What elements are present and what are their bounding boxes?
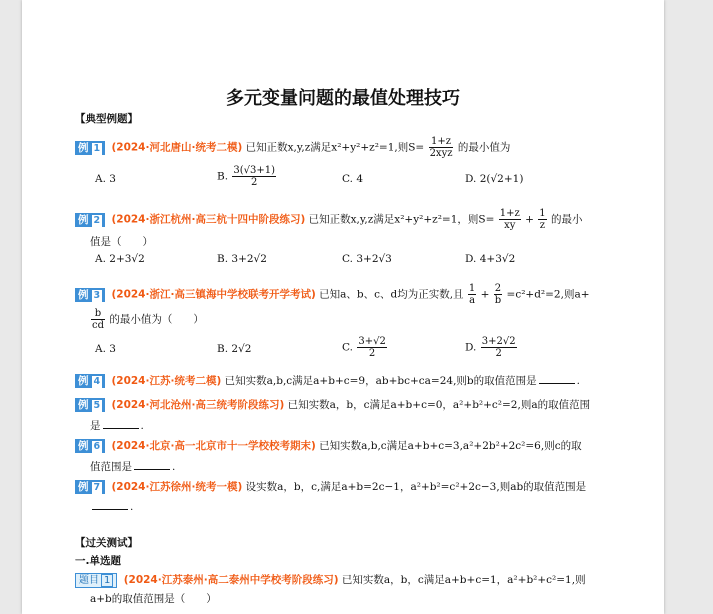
option-b: B. 3+2√2 bbox=[217, 253, 267, 265]
example-1 bbox=[75, 136, 510, 159]
example-tag: 例 6 bbox=[75, 439, 105, 453]
option-a: A. 3 bbox=[95, 173, 116, 185]
example-tag: 例 7 bbox=[75, 480, 105, 494]
example-4: 例 4 (2024·江苏·统考二模) 已知实数a,b,c满足a+b+c=9，ab+bc+ca=24,则b的取值范围是 . bbox=[75, 374, 580, 388]
answer-blank bbox=[103, 428, 139, 429]
test-question-1-continued: a+b的取值范围是（ ） bbox=[90, 593, 217, 605]
example-2-continued: 值是（ ） bbox=[90, 236, 153, 248]
fraction: $\frac{1+z}{\text{2xyz}}$ bbox=[429, 136, 453, 159]
document-page bbox=[22, 0, 664, 614]
section-examples-heading: 【典型例题】 bbox=[75, 113, 138, 125]
example-tag: 例 3 bbox=[75, 288, 105, 302]
subsection-single-choice: 一.单选题 bbox=[75, 555, 121, 567]
answer-blank bbox=[539, 383, 575, 384]
example-6-continued: 值范围是 . bbox=[90, 461, 176, 473]
example-3: 例 3 (2024·浙江·高三镇海中学校联考开学考试) 已知a、b、c、d均为正实数,且 $\frac{1}{a}$ + $\frac{2}{b}$ =c²+d²=2,则a+ bbox=[75, 283, 590, 306]
example-3-continued: $\frac{b}{cd}$ 的最小值为（ ） bbox=[92, 308, 204, 331]
option-b: B. $\frac{3(√3+1)}{2}$ bbox=[217, 165, 276, 188]
example-5-continued: 是 . bbox=[90, 420, 144, 432]
option-d: D. 2(√2+1) bbox=[465, 173, 524, 185]
example-text-end: 的最小值为 bbox=[457, 141, 511, 154]
example-source: (2024·浙江杭州·高三杭十四中阶段练习) bbox=[111, 213, 306, 226]
answer-blank bbox=[92, 509, 128, 510]
example-7-continued: . bbox=[90, 501, 133, 513]
option-d: D. 4+3√2 bbox=[465, 253, 516, 265]
example-5: 例 5 (2024·河北沧州·高三统考阶段练习) 已知实数a，b，c满足a+b+c=0，a²+b²+c²=2,则a的取值范围 bbox=[75, 398, 590, 412]
section-test-heading: 【过关测试】 bbox=[75, 537, 138, 549]
option-d: D. $\frac{3+2√2}{2}$ bbox=[465, 336, 516, 359]
example-text: 已知正数x,y,z满足x²+y²+z²=1，则S= bbox=[308, 213, 495, 226]
answer-blank bbox=[134, 469, 170, 470]
example-source: (2024·河北唐山·统考二模) bbox=[111, 141, 243, 154]
example-2: 例 2 (2024·浙江杭州·高三杭十四中阶段练习) 已知正数x,y,z满足x²+y²+z²=1，则S= $\frac{1+z}{xy}$ + $\frac{1}{z}$ 的最小 bbox=[75, 208, 582, 231]
example-7: 例 7 (2024·江苏徐州·统考一模) 设实数a，b，c,满足a+b=2c−1，a²+b²=c²+2c−3,则ab的取值范围是 bbox=[75, 480, 586, 494]
test-question-1: 题目 1 (2024·江苏泰州·高二泰州中学校考阶段练习) 已知实数a，b，c满足a+b+c=1，a²+b²+c²=1,则 bbox=[75, 573, 586, 588]
option-a: A. 2+3√2 bbox=[95, 253, 145, 265]
example-tag: 例 5 bbox=[75, 398, 105, 412]
option-c: C. $\frac{3+√2}{2}$ bbox=[342, 336, 386, 359]
option-c: C. 3+2√3 bbox=[342, 253, 392, 265]
question-tag: 题目 1 bbox=[75, 573, 117, 588]
page-title: 多元变量问题的最值处理技巧 bbox=[226, 88, 460, 109]
option-b: B. 2√2 bbox=[217, 343, 252, 355]
example-text: 已知a、b、c、d均为正实数,且 bbox=[319, 288, 464, 301]
example-source: (2024·浙江·高三镇海中学校联考开学考试) bbox=[111, 288, 316, 301]
option-a: A. 3 bbox=[95, 343, 116, 355]
option-c: C. 4 bbox=[342, 173, 364, 185]
example-tag: 例 2 bbox=[75, 213, 105, 227]
example-tag: 例 4 bbox=[75, 374, 105, 388]
example-6: 例 6 (2024·北京·高一北京市十一学校校考期末) 已知实数a,b,c满足a+b+c=3,a²+2b²+2c²=6,则c的取 bbox=[75, 439, 582, 453]
example-text: 已知正数x,y,z满足x²+y²+z²=1,则S= bbox=[245, 141, 425, 154]
example-tag: 例 1 bbox=[75, 141, 105, 155]
